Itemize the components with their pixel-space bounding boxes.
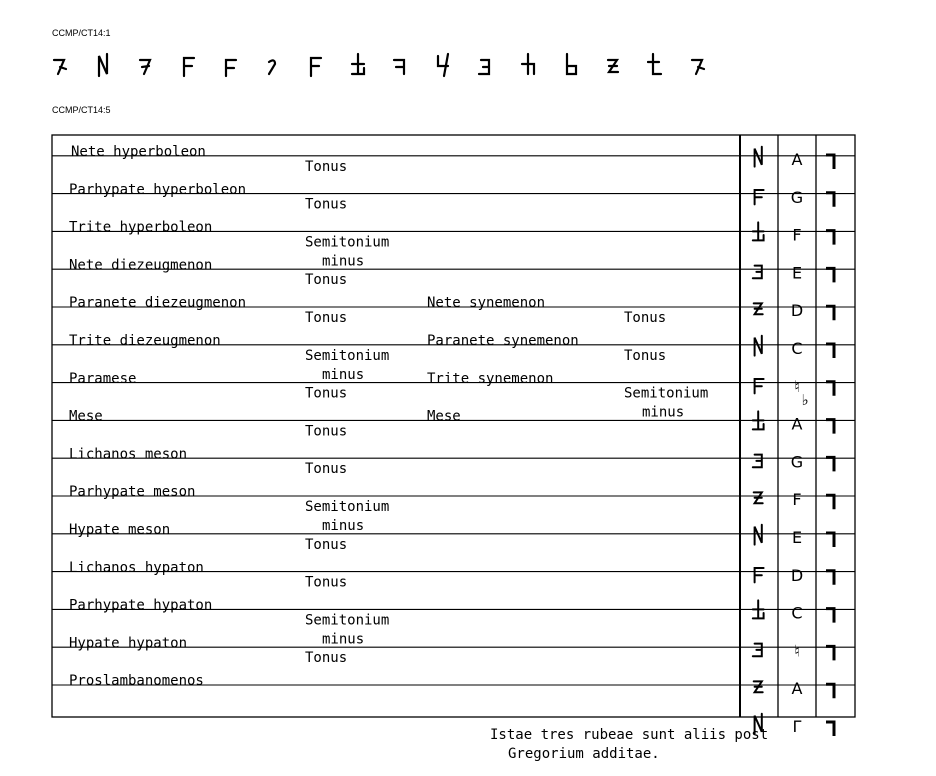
note-name: Mese — [69, 408, 103, 425]
interval-label: Tonus — [305, 461, 348, 478]
interval-label: Tonus — [305, 423, 348, 440]
synemmenon-column — [427, 295, 708, 424]
neume-mark — [826, 533, 834, 547]
note-name: Nete diezeugmenon — [69, 257, 213, 274]
letter-name: D — [790, 565, 804, 585]
neume-mark — [826, 268, 834, 282]
interval-label: Tonus — [305, 272, 348, 289]
neume-mark — [826, 646, 834, 660]
neume-mark — [826, 457, 834, 471]
letter-name: G — [790, 452, 804, 472]
interval-label: Tonus — [305, 574, 348, 591]
neume-mark — [826, 306, 834, 320]
siglum-top: CCMP/CT14:1 — [52, 28, 111, 38]
neume-mark — [826, 420, 834, 434]
interval-label: Tonus — [305, 385, 348, 402]
letter-name: D — [790, 301, 804, 321]
siglum-bottom: CCMP/CT14:5 — [52, 105, 111, 115]
letter-name: E — [791, 528, 803, 547]
letter-name: E — [791, 263, 803, 283]
neume-mark — [826, 609, 834, 623]
neume-mark — [826, 571, 834, 585]
note-name: Parhypate hyperboleon — [69, 181, 247, 198]
letter-name: C — [791, 339, 803, 358]
note-name: Hypate hypaton — [69, 635, 188, 652]
column-notation-sign — [754, 681, 763, 692]
synemmenon-interval: Semitonium minus — [624, 385, 709, 421]
column-notation-sign — [754, 303, 763, 314]
column-notation-sign — [755, 379, 764, 393]
letter-name: A — [791, 679, 803, 699]
neume-mark — [826, 684, 834, 698]
footnote — [490, 726, 768, 764]
interval-label: Semitonium minus — [305, 347, 390, 383]
synemmenon-note: Mese — [427, 408, 461, 425]
column-notation-sign — [755, 525, 762, 545]
interval-label: Tonus — [305, 310, 348, 326]
column-notation-sign — [753, 411, 764, 429]
interval-label: Semitonium minus — [305, 234, 390, 270]
interval-label: Tonus — [305, 196, 348, 213]
note-name: Trite hyperboleon — [69, 219, 213, 236]
note-name: Parhypate meson — [69, 484, 196, 501]
note-name: Proslambanomenos — [69, 673, 204, 690]
letter-name: F — [792, 490, 802, 510]
note-name: Paramese — [69, 370, 137, 387]
letter-name: C — [791, 603, 803, 623]
column-notation-sign — [755, 190, 764, 204]
note-name: Lichanos meson — [69, 446, 188, 463]
synemmenon-note: Paranete synemenon — [427, 333, 579, 349]
column-notation-sign — [755, 336, 762, 356]
column-notation-sign — [753, 644, 762, 657]
column-notation-sign — [753, 266, 762, 279]
neume-mark — [826, 231, 834, 245]
neume-marks-column — [826, 155, 834, 736]
note-name: Hypate meson — [69, 522, 171, 538]
letter-name: G — [790, 187, 804, 207]
letter-names-column — [791, 150, 809, 736]
interval-label: Tonus — [305, 536, 348, 553]
note-name: Nete hyperboleon — [71, 144, 206, 160]
neume-mark — [826, 495, 834, 509]
note-name: Lichanos hypaton — [69, 559, 204, 576]
synemmenon-interval: Tonus — [624, 347, 667, 364]
column-notation-sign — [755, 568, 764, 582]
interval-label: Semitonium minus — [305, 612, 390, 648]
neume-mark — [826, 155, 834, 169]
column-notation-sign — [753, 600, 764, 618]
letter-name: ♮ — [794, 641, 800, 661]
column-notation-sign — [755, 147, 762, 167]
neume-mark — [826, 382, 834, 396]
notation-signs-column — [753, 147, 764, 734]
interval-label: Tonus — [305, 158, 348, 175]
synemmenon-note: Nete synemenon — [427, 295, 546, 312]
letter-name: Γ — [792, 717, 802, 736]
interval-label: Semitonium minus — [305, 499, 390, 534]
note-name: Trite diezeugmenon — [69, 333, 221, 349]
column-notation-sign — [753, 222, 764, 240]
synemmenon-interval: Tonus — [624, 310, 667, 326]
flat-sign: ♭ — [801, 391, 809, 409]
letter-name: A — [791, 414, 803, 434]
interval-label: Tonus — [305, 650, 348, 667]
note-names-column — [69, 144, 246, 689]
footnote-line-1: Istae tres rubeae sunt aliis post — [490, 727, 769, 743]
column-notation-sign — [753, 455, 762, 468]
intervals-column — [305, 159, 389, 666]
note-name: Parhypate hypaton — [69, 597, 213, 614]
neume-mark — [826, 193, 834, 207]
note-name: Paranete diezeugmenon — [69, 295, 247, 312]
column-notation-sign — [754, 492, 763, 503]
letter-name: A — [791, 150, 803, 169]
neume-mark — [826, 344, 834, 358]
synemmenon-note: Trite synemenon — [427, 370, 554, 387]
letter-name: ♮ — [794, 376, 800, 396]
letter-name: F — [792, 225, 802, 245]
neume-mark — [826, 722, 834, 736]
footnote-line-2: Gregorium additae. — [508, 746, 660, 762]
